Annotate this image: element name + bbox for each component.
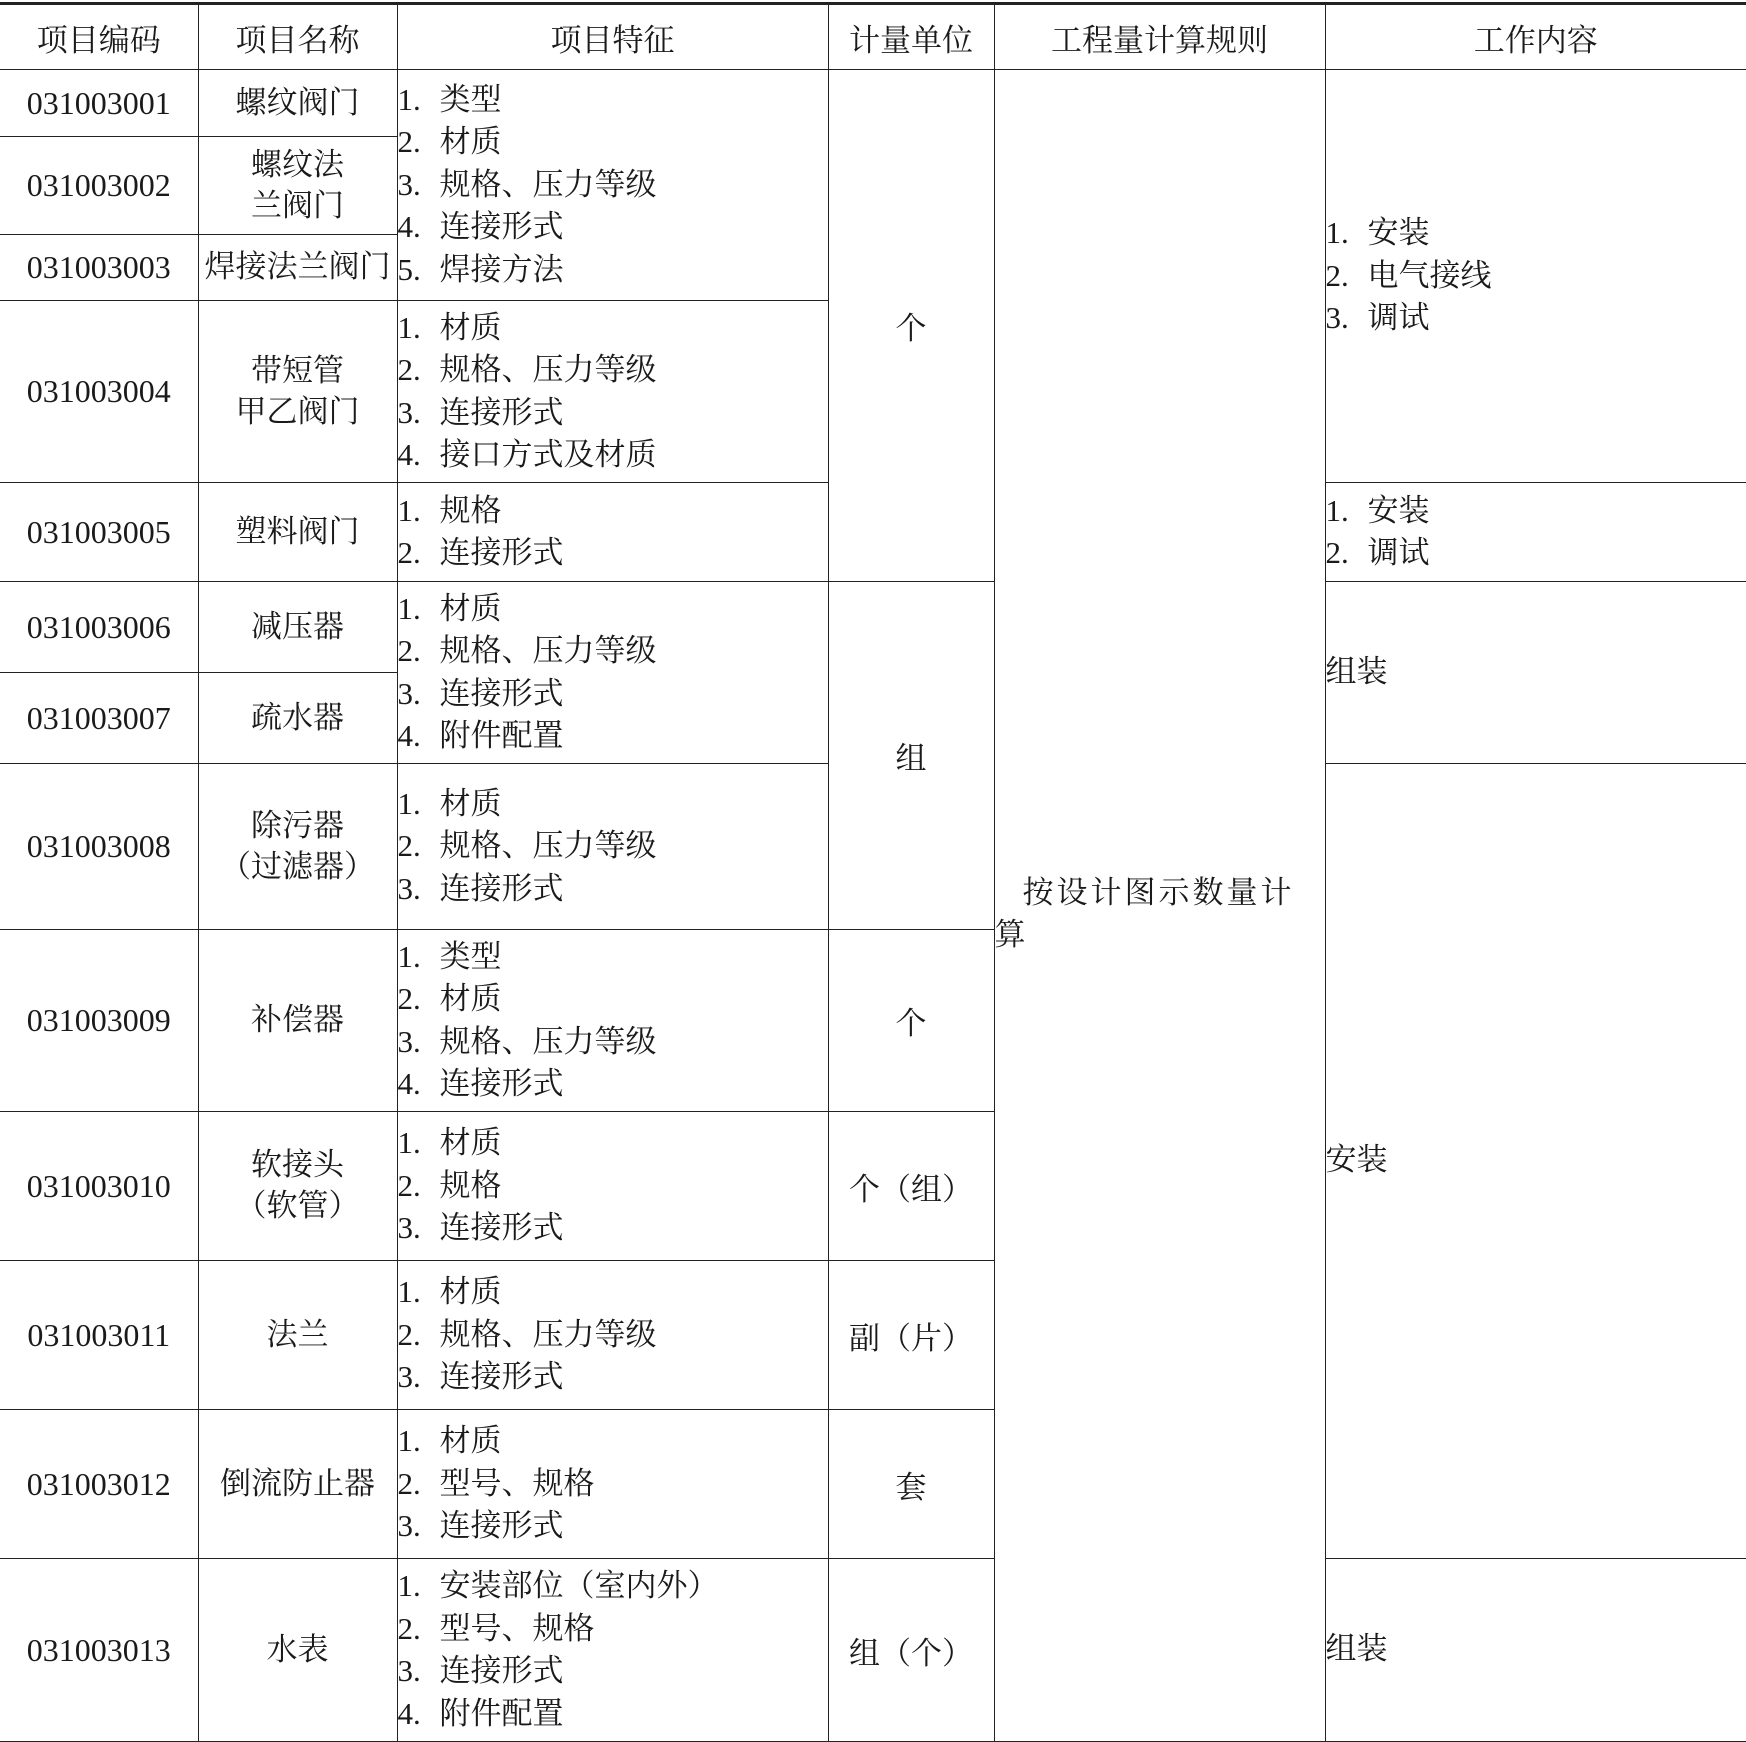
header-unit: 计量单位: [828, 4, 994, 70]
item-unit: 组: [828, 582, 994, 930]
feature-item: 1 . 材质: [398, 307, 828, 350]
feature-text: 规格: [440, 493, 502, 529]
header-name: 项目名称: [198, 4, 397, 70]
header-rule: 工程量计算规则: [994, 4, 1325, 70]
header-row: [0, 4, 1746, 70]
item-unit: 组（个）: [828, 1559, 994, 1742]
work-text: 调试: [1368, 300, 1430, 336]
feature-text: 规格、压力等级: [440, 828, 657, 864]
feature-text: 连接形式: [440, 1653, 564, 1689]
item-features: [397, 1559, 828, 1742]
item-code: 031003006: [0, 582, 198, 673]
feature-item: 4 . 附件配置: [398, 1693, 828, 1736]
feature-item: 1 . 材质: [398, 1420, 828, 1463]
item-name: [198, 137, 397, 235]
feature-item: 2 . 型号、规格: [398, 1463, 828, 1506]
work-text: 安装: [1368, 215, 1430, 251]
feature-item: 2 . 规格、压力等级: [398, 630, 828, 673]
item-features: [397, 483, 828, 582]
feature-text: 材质: [440, 786, 502, 822]
work-item: 1 . 安装: [1326, 490, 1746, 533]
feature-text: 规格、压力等级: [440, 352, 657, 388]
feature-item: 3 . 规格、压力等级: [398, 164, 828, 207]
feature-item: 2 . 规格、压力等级: [398, 349, 828, 392]
feature-item: 4 . 接口方式及材质: [398, 434, 828, 477]
table-row: [0, 582, 1746, 673]
work-item: 1 . 安装: [1326, 212, 1746, 255]
item-code: 031003003: [0, 235, 198, 301]
feature-item: 5 . 焊接方法: [398, 249, 828, 292]
item-name-line: 补偿器: [199, 1000, 397, 1041]
item-features: [397, 301, 828, 483]
feature-text: 材质: [440, 591, 502, 627]
feature-text: 规格、压力等级: [440, 1317, 657, 1353]
feature-text: 材质: [440, 1125, 502, 1161]
feature-item: 3 . 规格、压力等级: [398, 1021, 828, 1064]
item-features: [397, 70, 828, 301]
item-code: 031003011: [0, 1261, 198, 1410]
item-name: [198, 764, 397, 930]
feature-text: 材质: [440, 1274, 502, 1310]
feature-item: 4 . 连接形式: [398, 1063, 828, 1106]
item-name-line: 减压器: [199, 607, 397, 648]
feature-text: 连接形式: [440, 1359, 564, 1395]
item-code: 031003009: [0, 930, 198, 1112]
feature-item: 1 . 材质: [398, 783, 828, 826]
item-code: 031003012: [0, 1410, 198, 1559]
calculation-rule: [994, 70, 1325, 1742]
table-row: [0, 70, 1746, 137]
rule-text: 按设计图示数量计算: [995, 872, 1325, 956]
item-code: 031003002: [0, 137, 198, 235]
feature-text: 安装部位（室内外）: [440, 1568, 719, 1604]
feature-item: 1 . 类型: [398, 936, 828, 979]
item-name-line: 螺纹阀门: [199, 83, 397, 124]
feature-text: 连接形式: [440, 1066, 564, 1102]
item-features: [397, 582, 828, 764]
feature-item: 4 . 连接形式: [398, 206, 828, 249]
feature-item: 2 . 材质: [398, 978, 828, 1021]
feature-text: 连接形式: [440, 395, 564, 431]
item-name: [198, 582, 397, 673]
header-code: 项目编码: [0, 4, 198, 70]
feature-text: 连接形式: [440, 1508, 564, 1544]
item-features: [397, 1261, 828, 1410]
item-name-line: 带短管: [199, 351, 397, 392]
item-name: [198, 1410, 397, 1559]
feature-item: 1 . 材质: [398, 1122, 828, 1165]
work-text: 安装: [1368, 493, 1430, 529]
feature-text: 连接形式: [440, 1210, 564, 1246]
item-work: [1325, 582, 1746, 764]
item-code: 031003008: [0, 764, 198, 930]
feature-text: 连接形式: [440, 209, 564, 245]
feature-item: 2 . 规格、压力等级: [398, 825, 828, 868]
item-code: 031003010: [0, 1112, 198, 1261]
feature-item: 1 . 类型: [398, 79, 828, 122]
item-name: [198, 483, 397, 582]
work-text: 调试: [1368, 535, 1430, 571]
feature-text: 规格、压力等级: [440, 633, 657, 669]
item-name-line: （过滤器）: [199, 847, 397, 888]
feature-text: 附件配置: [440, 718, 564, 754]
item-name-line: 疏水器: [199, 698, 397, 739]
feature-text: 材质: [440, 1423, 502, 1459]
item-name: [198, 70, 397, 137]
item-unit: 套: [828, 1410, 994, 1559]
item-unit: 个: [828, 70, 994, 582]
item-name-line: 螺纹法: [199, 145, 397, 186]
item-name: [198, 301, 397, 483]
feature-text: 类型: [440, 82, 502, 118]
item-name: [198, 930, 397, 1112]
item-code: 031003004: [0, 301, 198, 483]
header-work: 工作内容: [1325, 4, 1746, 70]
feature-text: 材质: [440, 981, 502, 1017]
item-unit: 个（组）: [828, 1112, 994, 1261]
item-unit: 个: [828, 930, 994, 1112]
feature-text: 附件配置: [440, 1696, 564, 1732]
item-name-line: 倒流防止器: [199, 1464, 397, 1505]
item-features: [397, 930, 828, 1112]
feature-item: 3 . 连接形式: [398, 1207, 828, 1250]
feature-item: 2 . 规格: [398, 1165, 828, 1208]
work-text: 组装: [1326, 652, 1746, 694]
item-name: [198, 1261, 397, 1410]
feature-text: 型号、规格: [440, 1466, 595, 1502]
feature-text: 连接形式: [440, 871, 564, 907]
item-features: [397, 1410, 828, 1559]
feature-text: 规格、压力等级: [440, 1024, 657, 1060]
feature-text: 类型: [440, 939, 502, 975]
item-name-line: 水表: [199, 1630, 397, 1671]
work-item: 3 . 调试: [1326, 297, 1746, 340]
item-code: 031003001: [0, 70, 198, 137]
feature-item: 1 . 材质: [398, 1271, 828, 1314]
item-features: [397, 764, 828, 930]
feature-item: 3 . 连接形式: [398, 392, 828, 435]
item-name-line: 甲乙阀门: [199, 392, 397, 433]
item-code: 031003007: [0, 673, 198, 764]
feature-item: 3 . 连接形式: [398, 1356, 828, 1399]
work-text: 电气接线: [1368, 258, 1492, 294]
feature-text: 规格、压力等级: [440, 167, 657, 203]
item-code: 031003013: [0, 1559, 198, 1742]
feature-text: 连接形式: [440, 535, 564, 571]
item-features: [397, 1112, 828, 1261]
work-item: 2 . 电气接线: [1326, 255, 1746, 298]
feature-item: 2 . 规格、压力等级: [398, 1314, 828, 1357]
item-work: [1325, 483, 1746, 582]
item-name-line: 兰阀门: [199, 186, 397, 227]
work-item: 2 . 调试: [1326, 532, 1746, 575]
work-text: 组装: [1326, 1629, 1746, 1671]
item-name: [198, 235, 397, 301]
item-name: [198, 1559, 397, 1742]
feature-item: 1 . 规格: [398, 490, 828, 533]
item-unit: 副（片）: [828, 1261, 994, 1410]
feature-text: 规格: [440, 1168, 502, 1204]
item-work: [1325, 70, 1746, 483]
feature-text: 焊接方法: [440, 252, 564, 288]
table-row: [0, 1559, 1746, 1742]
feature-item: 1 . 材质: [398, 588, 828, 631]
feature-item: 3 . 连接形式: [398, 673, 828, 716]
item-name-line: 软接头: [199, 1145, 397, 1186]
item-work: [1325, 1559, 1746, 1742]
item-name: [198, 1112, 397, 1261]
header-features: 项目特征: [397, 4, 828, 70]
feature-item: 3 . 连接形式: [398, 1505, 828, 1548]
feature-item: 4 . 附件配置: [398, 715, 828, 758]
item-name-line: 除污器: [199, 806, 397, 847]
feature-text: 材质: [440, 310, 502, 346]
work-text: 安装: [1326, 1140, 1746, 1182]
item-name-line: （软管）: [199, 1186, 397, 1227]
feature-item: 3 . 连接形式: [398, 1650, 828, 1693]
feature-item: 1 . 安装部位（室内外）: [398, 1565, 828, 1608]
item-name-line: 法兰: [199, 1315, 397, 1356]
feature-item: 2 . 型号、规格: [398, 1608, 828, 1651]
feature-item: 2 . 连接形式: [398, 532, 828, 575]
item-code: 031003005: [0, 483, 198, 582]
item-name: [198, 673, 397, 764]
item-name-line: 塑料阀门: [199, 512, 397, 553]
feature-text: 连接形式: [440, 676, 564, 712]
feature-item: 3 . 连接形式: [398, 868, 828, 911]
item-name-line: 焊接法兰阀门: [199, 247, 397, 288]
valve-bill-table: [0, 2, 1746, 1742]
feature-text: 接口方式及材质: [440, 437, 657, 473]
feature-text: 型号、规格: [440, 1611, 595, 1647]
feature-text: 材质: [440, 124, 502, 160]
feature-item: 2 . 材质: [398, 121, 828, 164]
item-work: [1325, 764, 1746, 1559]
